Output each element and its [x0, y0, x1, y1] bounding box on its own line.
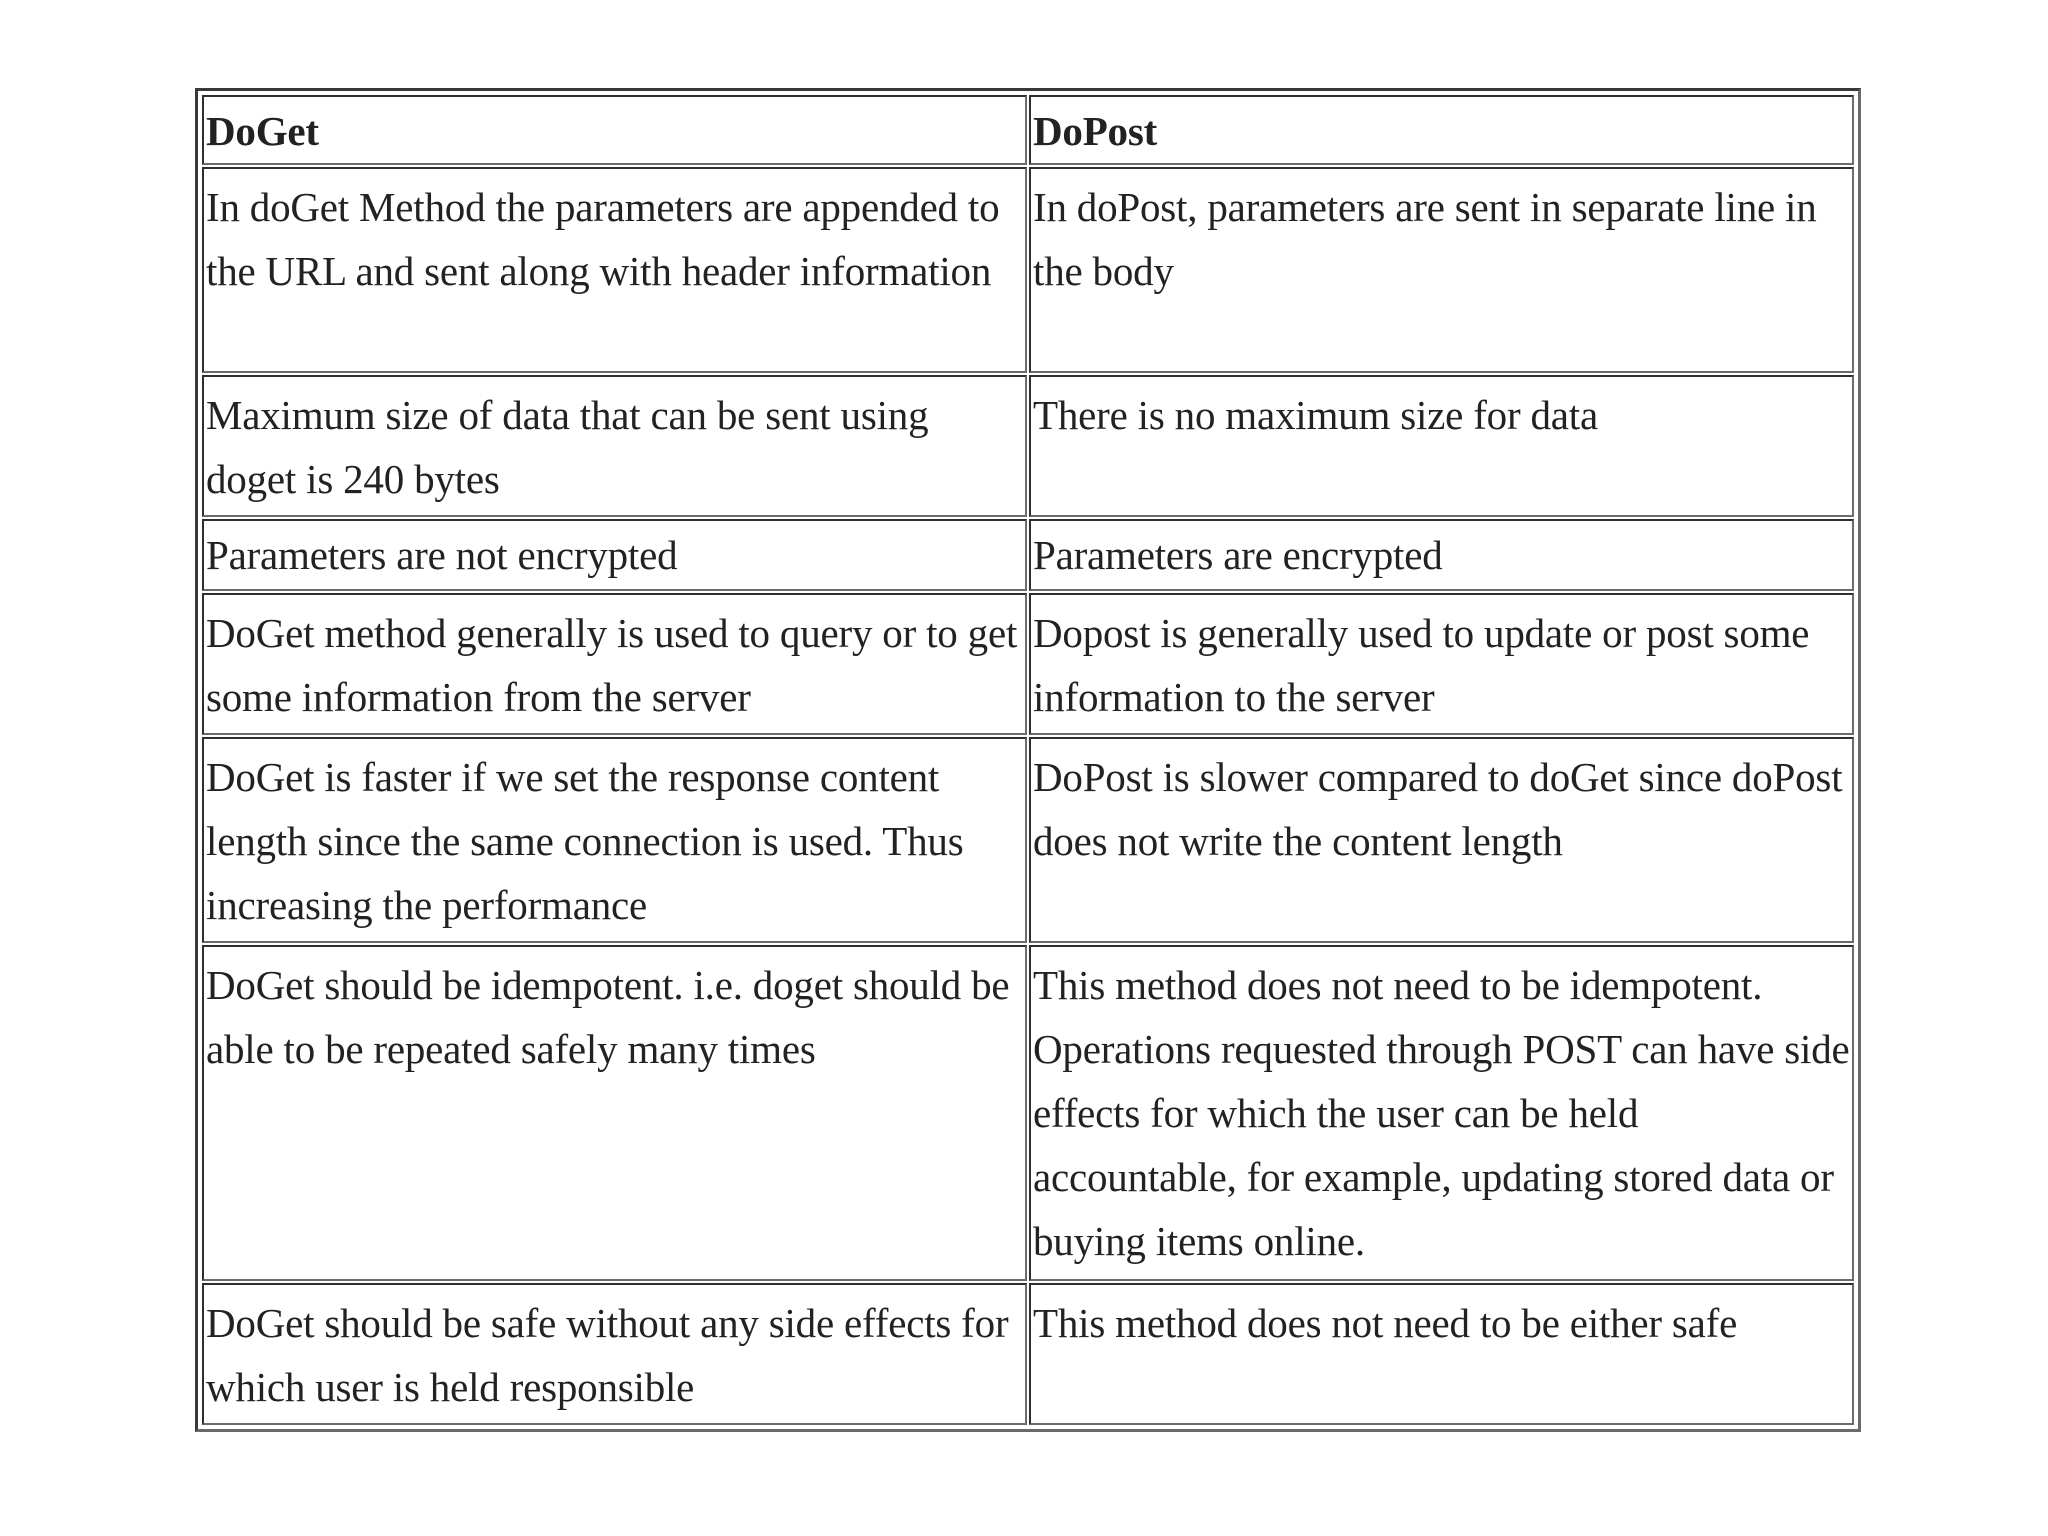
doget-cell: DoGet should be safe without any side effects for which user is held responsible	[202, 1283, 1027, 1425]
table-header-row	[202, 95, 1854, 165]
dopost-cell: Parameters are encrypted	[1029, 519, 1854, 591]
doget-cell: Maximum size of data that can be sent using doget is 240 bytes	[202, 375, 1027, 517]
table-row	[202, 593, 1854, 735]
doget-dopost-comparison-table	[200, 93, 1856, 1427]
table-row	[202, 167, 1854, 373]
doget-cell: DoGet is faster if we set the response content length since the same connection is used. Thus increasing the performance	[202, 737, 1027, 943]
doget-cell: In doGet Method the parameters are appended to the URL and sent along with header information	[202, 167, 1027, 373]
dopost-cell: DoPost is slower compared to doGet since doPost does not write the content length	[1029, 737, 1854, 943]
table-row	[202, 945, 1854, 1281]
dopost-cell: In doPost, parameters are sent in separate line in the body	[1029, 167, 1854, 373]
dopost-cell: This method does not need to be idempotent. Operations requested through POST can have side effects for which the user can be held accountable, for example, updating stored data or buying items online.	[1029, 945, 1854, 1281]
dopost-cell: This method does not need to be either safe	[1029, 1283, 1854, 1425]
doget-cell: DoGet method generally is used to query or to get some information from the server	[202, 593, 1027, 735]
dopost-cell: Dopost is generally used to update or post some information to the server	[1029, 593, 1854, 735]
comparison-table-frame	[195, 88, 1861, 1432]
table-row	[202, 519, 1854, 591]
table-row	[202, 737, 1854, 943]
doget-cell: DoGet should be idempotent. i.e. doget should be able to be repeated safely many times	[202, 945, 1027, 1281]
doget-cell: Parameters are not encrypted	[202, 519, 1027, 591]
table-row	[202, 1283, 1854, 1425]
dopost-cell: There is no maximum size for data	[1029, 375, 1854, 517]
table-row	[202, 375, 1854, 517]
header-dopost: DoPost	[1029, 95, 1854, 165]
header-doget: DoGet	[202, 95, 1027, 165]
